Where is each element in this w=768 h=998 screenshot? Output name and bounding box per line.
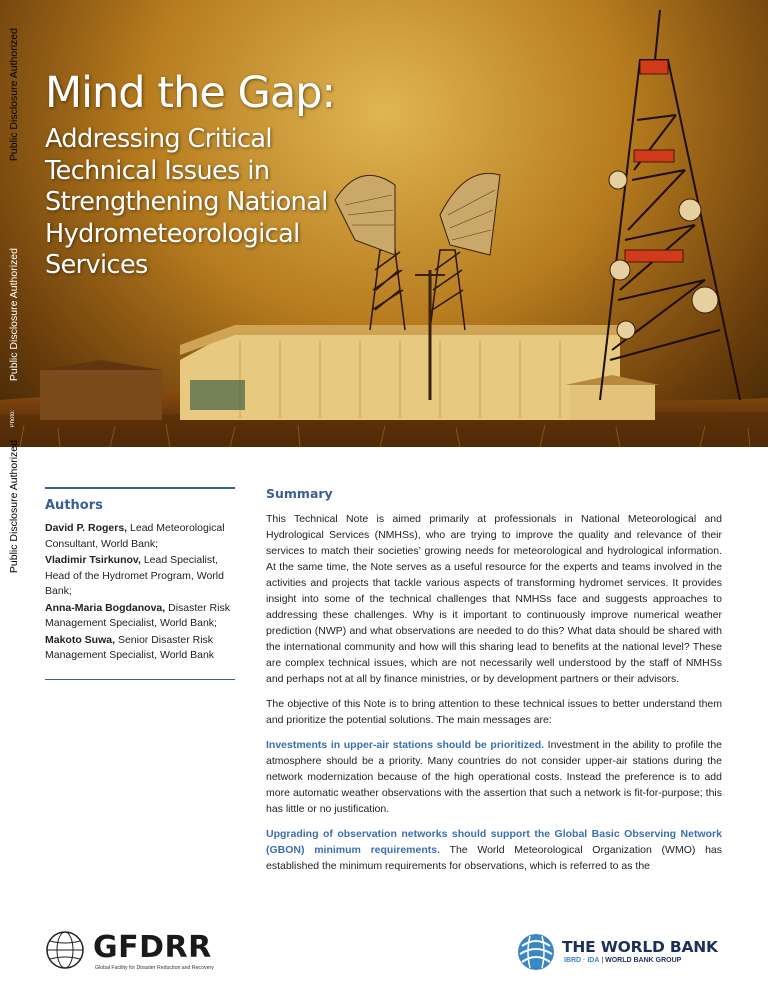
disclosure-stamp: Public Disclosure Authorized	[8, 248, 20, 382]
gfdrr-logo	[45, 930, 265, 972]
author-name: Makoto Suwa,	[45, 633, 116, 646]
author-name: David P. Rogers,	[45, 522, 128, 534]
author-role: Senior Disaster Risk Management Specialist, World Bank	[45, 633, 215, 661]
authors-panel	[45, 487, 235, 680]
world-bank-logo	[516, 930, 726, 972]
gfdrr-tagline: Global Facility for Disaster Reduction and Recovery	[95, 965, 214, 971]
key-message-text: Investment in the ability to profile the atmosphere should be a priority. Many countries do not consider upper-air stations during the network modernization because of the high operational costs. Instead the preference is to add more automatic weather observations with the assertion that such a network is fit-for-purpose; this has little or no justification.	[266, 739, 722, 815]
author-entry	[45, 553, 235, 600]
author-entry	[45, 601, 235, 632]
author-role: Lead Meteorological Consultant, World Bank;	[45, 522, 225, 550]
summary-paragraph: This Technical Note is aimed primarily at professionals in National Meteorological and Hydrological Services (NMHSs), who are trying to improve the quality and relevance of their services to match their societies’ growing needs for meteorological and hydrological information. At the same time, the Note serves as a useful resource for the experts and teams involved in the activities and projects that tackle various aspects of transforming hydromet services. It provides insight into some of the technical challenges that NMHSs face and suggests approaches to addressing these challenges. Why is it important to continuously improve numerical weather prediction (NWP) and what observations are needed to do this? What data should be shared with the international community and how will this sharing lead to benefits at the national level? These are complex technical issues, which are not necessarily well understood by the staff of NMHSs and perhaps not at all by finance ministries, or by development partners or their advisors.	[266, 513, 722, 685]
author-role: Disaster Risk Management Specialist, World Bank;	[45, 601, 230, 629]
cover-photo	[0, 0, 768, 447]
disclosure-stamp: Public Disclosure Authorized	[8, 440, 20, 574]
world-bank-subline: IBRD · IDA | WORLD BANK GROUP	[564, 957, 682, 964]
world-bank-group-label: WORLD BANK GROUP	[605, 957, 682, 964]
document-title: Mind the Gap:	[45, 68, 335, 118]
document-subtitle: Addressing Critical Technical Issues in Strengthening National Hydrometeorological Services	[45, 124, 328, 280]
author-name: Vladimir Tsirkunov,	[45, 554, 141, 566]
key-message	[266, 737, 722, 817]
summary-paragraph: The objective of this Note is to bring attention to these technical issues to better understand them and prioritize the potential solutions. The main messages are:	[266, 698, 722, 726]
authors-heading: Authors	[45, 498, 103, 513]
disclosure-stamp: Public Disclosure Authorized	[8, 28, 20, 162]
key-message-highlight: Upgrading of observation networks should support the Global Basic Observing Network (GBON) minimum requirements.	[266, 828, 722, 856]
world-bank-wordmark: THE WORLD BANK	[562, 938, 718, 956]
key-message-highlight: Investments in upper-air stations should be prioritized.	[266, 739, 545, 751]
summary-heading: Summary	[266, 486, 333, 501]
globe-icon	[45, 930, 85, 970]
world-bank-globe-icon	[516, 932, 556, 972]
summary-section	[266, 486, 722, 883]
author-role: Lead Specialist, Head of the Hydromet Program, World Bank;	[45, 554, 224, 597]
key-message-text: The World Meteorological Organization (WMO) has established the minimum requirements for observations, which is referred to as the	[266, 844, 722, 872]
author-entry	[45, 633, 235, 664]
author-entry	[45, 521, 235, 552]
key-message	[266, 826, 722, 874]
author-name: Anna-Maria Bogdanova,	[45, 601, 166, 614]
ibrd-ida-label: IBRD · IDA	[564, 957, 600, 964]
photo-credit: Photo:	[10, 410, 16, 428]
gfdrr-wordmark: GFDRR	[93, 930, 212, 965]
